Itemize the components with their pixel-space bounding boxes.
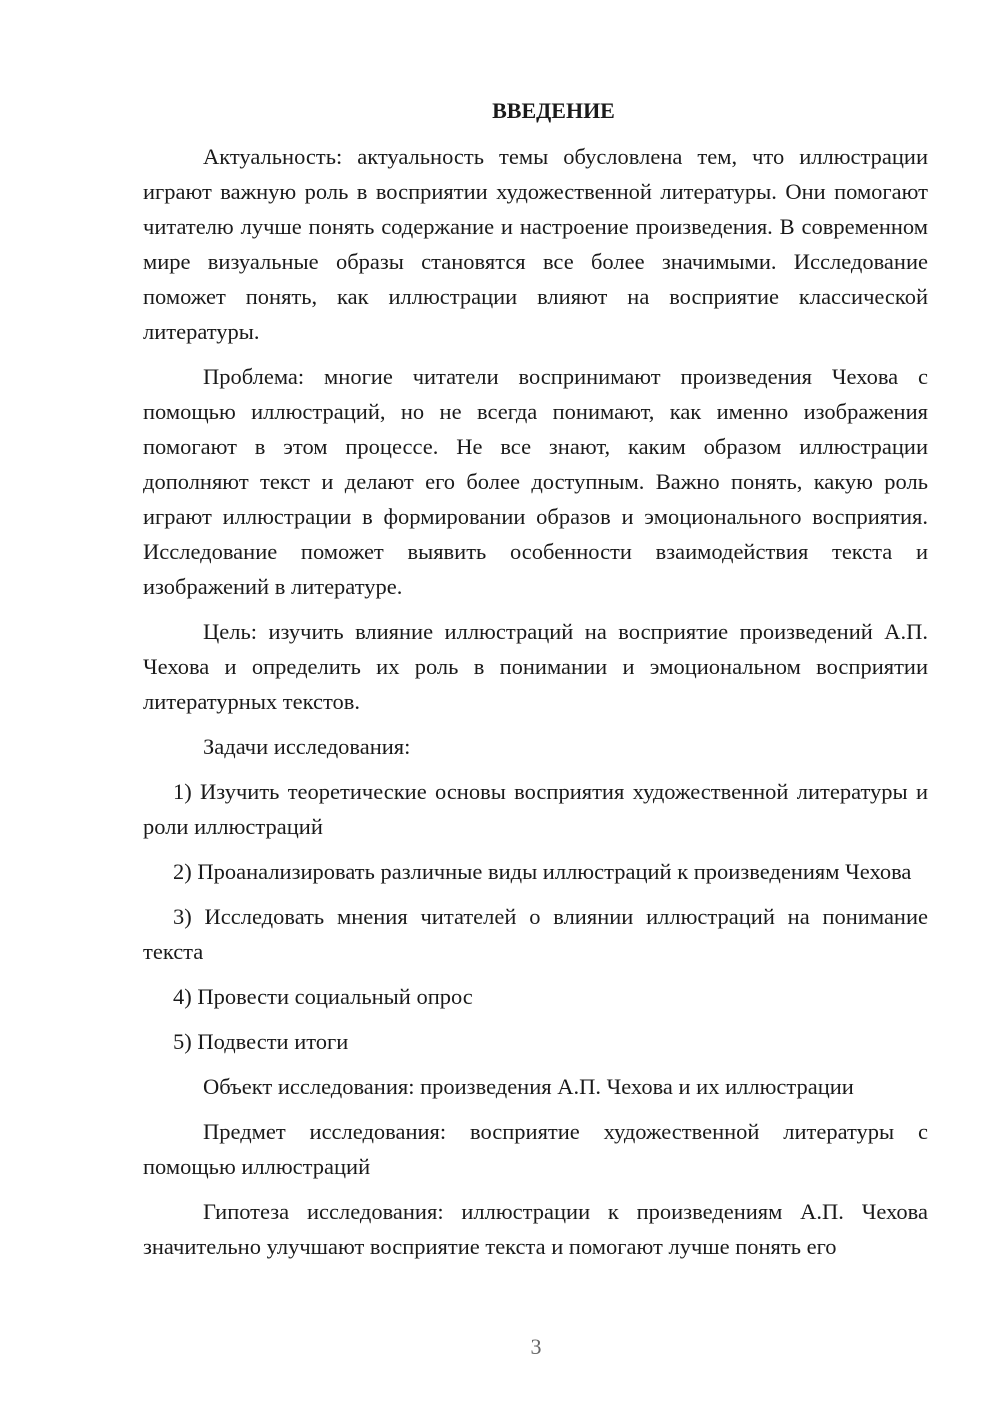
paragraph-problem: Проблема: многие читатели воспринимают произведения Чехова с помощью иллюстраций, но не всегда понимают, как именно изображения помогают в этом процессе. Не все знают, каким образом иллюстрации дополняют текст и делают его более доступным. Важно понять, какую роль играют иллюстрации в формировании образов и эмоционального восприятия. Исследование поможет выявить особенности взаимодействия текста и изображений в литературе. <box>143 364 928 599</box>
paragraph-hypothesis: Гипотеза исследования: иллюстрации к произведениям А.П. Чехова значительно улучшают восприятие текста и помогают лучше понять его <box>143 1199 928 1259</box>
paragraph-object: Объект исследования: произведения А.П. Чехова и их иллюстрации <box>203 1074 854 1099</box>
page-content <box>143 95 928 1274</box>
paragraph-tasks-heading: Задачи исследования: <box>203 734 411 759</box>
task-item-3: 3) Исследовать мнения читателей о влиянии иллюстраций на понимание текста <box>143 904 928 964</box>
paragraph-relevance: Актуальность: актуальность темы обусловлена тем, что иллюстрации играют важную роль в восприятии художественной литературы. Они помогают читателю лучше понять содержание и настроение произведения. В современном мире визуальные образы становятся все более значимыми. Исследование поможет понять, как иллюстрации влияют на восприятие классической литературы. <box>143 144 928 344</box>
paragraph-subject: Предмет исследования: восприятие художественной литературы с помощью иллюстраций <box>143 1119 928 1179</box>
page-title: ВВЕДЕНИЕ <box>492 98 615 123</box>
task-item-1: 1) Изучить теоретические основы восприятия художественной литературы и роли иллюстраций <box>143 779 928 839</box>
task-item-5: 5) Подвести итоги <box>173 1029 349 1054</box>
task-item-2: 2) Проанализировать различные виды иллюстраций к произведениям Чехова <box>173 859 912 884</box>
page-number: 3 <box>530 1334 542 1359</box>
paragraph-goal: Цель: изучить влияние иллюстраций на восприятие произведений А.П. Чехова и определить их роль в понимании и эмоциональном восприятии литературных текстов. <box>143 619 928 714</box>
task-item-4: 4) Провести социальный опрос <box>173 984 473 1009</box>
